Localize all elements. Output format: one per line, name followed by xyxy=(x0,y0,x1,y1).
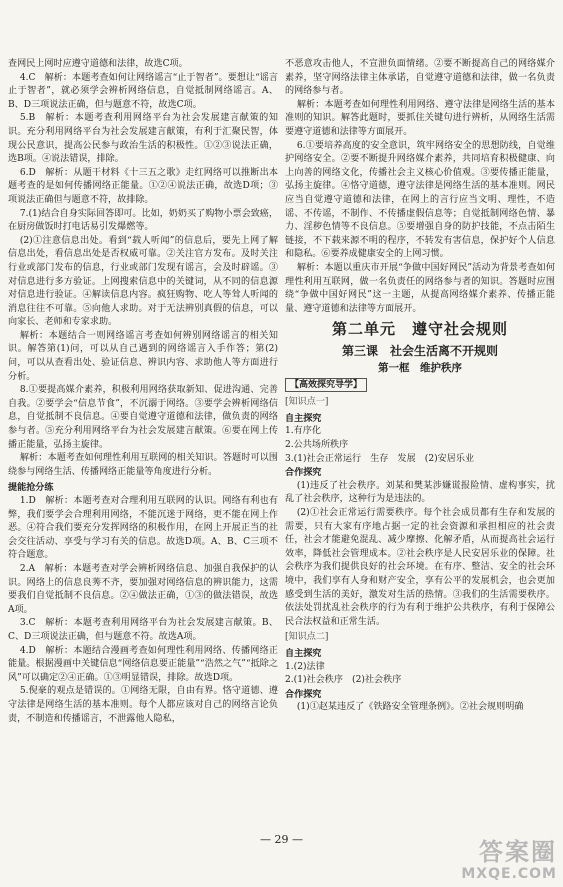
text-paragraph: 解析：本题考查如何理性利用网络、遵守法律是网络生活的基本准则的知识。解答此题时，要抓住关键句进行辨析，从网络生活需要遵守道德和法律等方面展开。 xyxy=(285,99,555,137)
text-paragraph: 1.有序化 xyxy=(285,426,321,437)
watermark-line2: MXQE.COM xyxy=(461,866,557,882)
text-paragraph: 自主探究 xyxy=(285,412,322,424)
text-paragraph: 查网民上网时应遵守道德和法律，故选C项。 xyxy=(8,59,188,69)
page-number: — 29 — xyxy=(260,833,303,846)
text-paragraph: (1)违反了社会秩序。刘某和樊某涉嫌谎报险情、虚构事实，扰乱了社会秩序，这种行为是违法的。 xyxy=(285,480,555,505)
text-paragraph: 6.①要培养高度的安全意识，筑牢网络安全的思想防线，自觉维护网络安全。②要不断提升网络媒介素养，共同培育积极健康、向上向善的网络文化，传播社会主义核心价值观。③要传播正能量，弘扬主旋律。④恪守道德，遵守法律是网络生活的基本准则。网民应当自觉遵守道德和法律，在网上的言行应当文明、理性，不造谣、不传谣，不制作、不传播虚假信息等；自觉抵制网络色情、暴力、淫秽色情等不良信息。⑤要增强自身的防护技能，不点击陌生链接，不下载来源不明的程序，不转发有害信息，保护好个人信息和隐私。⑥要养成健康安全的上网习惯。 xyxy=(285,140,555,260)
watermark-logo xyxy=(461,838,557,882)
text-paragraph: 4.C 解析：本题考查如何让网络谣言“止于智者”。要想让“谣言止于智者”，就必须学会辨析网络信息，自觉抵制网络谣言。A、B、D三项说法正确，但与题意不符，故选C项。 xyxy=(8,72,278,110)
text-paragraph: 3.(1)社会正常运行 生存 发展 (2)安居乐业 xyxy=(285,453,475,464)
text-paragraph: (1)①赵某违反了《铁路安全管理条例》。②社会规则明确 xyxy=(296,702,524,713)
text-paragraph: 自主探究 xyxy=(285,647,322,659)
text-paragraph: 提能抢分练 xyxy=(8,482,54,494)
text-paragraph: 6.D 解析：从题干材料《十三五之歌》走红网络可以推断出本题考查的是如何传播网络正能量。①②④说法正确，故选D项；③项说法正确但与题意不符，故排除。 xyxy=(8,167,278,205)
text-paragraph: 3.C 解析：本题考查利用网络平台为社会发展建言献策。B、C、D三项说法正确，但与题意不符。故选A项。 xyxy=(8,618,278,642)
text-paragraph: (2)①社会正常运行需要秩序。每个社会成员都有生存和发展的需要，只有大家有序地占据一定的社会资源和承担相应的社会责任，社会才能避免混乱、减少摩擦、化解矛盾，从而提高社会运行效率，降低社会管理成本。②社会秩序是人民安居乐业的保障。社会秩序为我们提供良好的社会环境。在有序、整洁、安全的社会环境中，我们享有人身和财产安全，享有公平的发展机会，也会更加感受到生活的美好，激发对生活的热情。③我们的生活需要秩序。依法处罚扰乱社会秩序的行为有利于维护公共秩序，有利于保障公民合法权益和正常生活。 xyxy=(285,508,555,627)
text-paragraph: 合作探究 xyxy=(285,688,322,700)
text-paragraph xyxy=(285,394,555,412)
text-paragraph: 合作探究 xyxy=(285,467,322,479)
text-paragraph: 4.D 解析：本题结合漫画考查如何理性利用网络、传播网络正能量。根据漫画中关键信息“网络信息要正能量”“浩然之气”“抵除之风”可以确定②④正确。①③明显错误，排除。故选D项。 xyxy=(8,645,278,683)
lesson-title: 第三课 社会生活离不开规则 xyxy=(341,344,498,359)
text-paragraph: 解析：本题考查如何理性利用互联网的相关知识。答题时可以围绕参与网络生活、传播网络正能量等角度进行分析。 xyxy=(8,453,278,477)
text-paragraph xyxy=(285,376,555,394)
text-paragraph: 2.公共场所秩序 xyxy=(285,440,349,451)
text-paragraph: 1.D 解析：本题考查对合理利用互联网的认识。网络有利也有弊，我们要学会合理利用网络，不能沉迷于网络，更不能在网上作恶。④符合我们要充分发挥网络的积极作用，在网上开展正当的社会交往活动、享受与学习有关的信息。故选D项。A、B、C三项不符合题意。 xyxy=(8,496,278,561)
right-top-answers xyxy=(285,58,555,316)
text-paragraph: 1.(2)法律 xyxy=(285,661,325,672)
watermark-line1: 答案圈 xyxy=(479,838,557,866)
left-column xyxy=(8,58,278,726)
text-paragraph xyxy=(285,629,555,647)
right-bottom-answers xyxy=(285,376,555,715)
text-paragraph: 7.(1)结合自身实际回答即可。比如，奶奶买了购物小票会致癌，在厨房做饭时打电话易引发爆燃等。 xyxy=(8,208,278,233)
text-paragraph: 5.B 解析：本题考查利用网络平台为社会发展建言献策的知识。充分利用网络平台为社会发展建言献策，有利于汇聚民智，体现公民意识，提高公民参与政治生活的积极性。①②③说法正确，选B项。④说法错误，排除。 xyxy=(8,113,278,165)
text-paragraph: 解析：本题结合一则网络谣言考查如何辨别网络谣言的相关知识。解答第(1)问，可以从自己遇到的网络谣言入手作答；第(2)问，可以从查看出处、验证信息、辨识内容、求助他人等方面进行分析。 xyxy=(8,330,278,382)
unit-title: 第二单元 遵守社会规则 xyxy=(331,320,508,339)
knowledge-point-label: [知识点二] xyxy=(285,632,329,643)
text-paragraph: 2.A 解析：本题考查对学会辨析网络信息、加强自我保护的认识。网络上的信息良莠不齐，要加强对网络信息的辨识能力，这需要我们自觉抵制不良信息。②④做法正确，①③的做法错误，故选A项。 xyxy=(8,563,278,615)
text-paragraph: 不恶意攻击他人，不宣泄负面情绪。②要不断提高自己的网络媒介素养，坚守网络法律主体承诺，自觉遵守道德和法律，做一名负责的网络参与者。 xyxy=(285,59,555,97)
frame-title: 第一框 维护秩序 xyxy=(378,362,462,375)
text-paragraph: 解析：本题以重庆市开展“争做中国好网民”活动为背景考查如何理性利用互联网，做一名负责任的网络参与者的知识。答题时应围绕“争做中国好网民”这一主题，从提高网络媒介素养、传播正能量、遵守道德和法律等方面展开。 xyxy=(285,262,555,314)
right-column xyxy=(285,58,555,715)
knowledge-point-label: [知识点一] xyxy=(285,397,329,408)
section-label: 【高效探究导学】 xyxy=(285,378,367,392)
text-paragraph: 8.①要提高媒介素养，积极利用网络获取新知、促进沟通、完善自我。②要学会“信息节食”，不沉溺于网络。③要学会辨析网络信息，自觉抵制不良信息。④要自觉遵守道德和法律，做负责的网络参与者。⑤充分利用网络平台为社会发展建言献策。⑥要在网上传播正能量，弘扬主旋律。 xyxy=(8,385,278,450)
text-paragraph: 5.倪豪的观点是错误的。①网络无限，自由有界。恪守道德、遵守法律是网络生活的基本准则。每个人都应该对自己的网络言论负责，不制造和传播谣言，不泄露他人隐私， xyxy=(8,686,278,724)
text-paragraph: 2.(1)社会秩序 (2)社会秩序 xyxy=(285,675,402,686)
text-paragraph: (2)①注意信息出处。看到“载人听闻”的信息后，要先上网了解信息出处，看信息出处是否权威可靠。②关注官方发布。及时关注行业或部门发布的信息，行业或部门发现有谣言，会及时辟谣。③对信息进行多方验证。上网搜索信息中的关键词，从不同的信息源对信息进行验证。④解读信息内容。疯狂购物、吃人等耸人听闻的消息往往不可靠。⑤向他人求助。对于无法辨别真假的信息，可以向家长、老师和专家求助。 xyxy=(8,235,278,328)
